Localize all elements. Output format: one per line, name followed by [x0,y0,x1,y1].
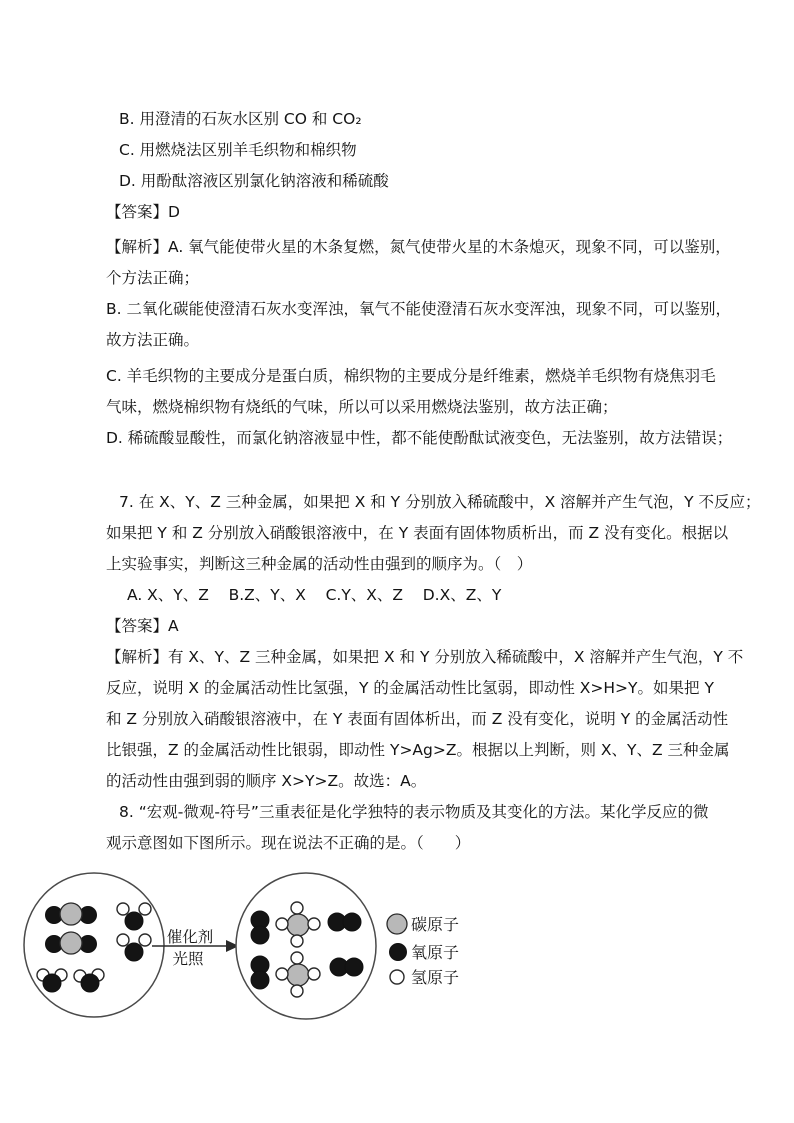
line-exp-6-7: D. 稀硫酸显酸性，而氯化钠溶液显中性，都不能使酚酞试液变色，无法鉴别，故方法错误； [106,429,733,447]
reaction-diagram-svg [14,871,574,1021]
carbon-atom-icon [387,914,407,934]
light-label: 光照 [172,950,204,968]
line-q7-2: 如果把 Y 和 Z 分别放入硝酸银溶液中，在 Y 表面有固体物质析出，而 Z 没有变化。根据以 [106,524,729,542]
legend-oxygen-atom [390,943,460,962]
line-q7-opts: A. X、Y、Z B.Z、Y、X C.Y、X、Z D.X、Z、Y [127,586,502,604]
legend-oxygen-label: 氧原子 [411,943,460,962]
legend-hydrogen-label: 氢原子 [411,968,460,987]
line-exp-6-2: 个方法正确； [106,269,200,287]
line-exp-7-1: 【解析】有 X、Y、Z 三种金属，如果把 X 和 Y 分别放入稀硫酸中，X 溶解并产生气泡，Y 不 [106,648,744,666]
line-exp-7-3: 和 Z 分别放入硝酸银溶液中，在 Y 表面有固体析出，而 Z 没有变化，说明 Y 的金属活动性 [106,710,729,728]
line-q7-3: 上实验事实，判断这三种金属的活动性由强到的顺序为。（ ） [106,555,533,573]
co2-molecule-1 [46,903,97,925]
legend-carbon-label: 碳原子 [411,915,460,934]
line-opt-d: D. 用酚酞溶液区别氯化钠溶液和稀硫酸 [119,172,389,190]
reaction-diagram [14,871,794,1025]
line-q8-1: 8. “宏观-微观-符号”三重表征是化学独特的表示物质及其变化的方法。某化学反应的微 [119,803,709,821]
line-exp-7-4: 比银强，Z 的金属活动性比银弱，即动性 Y>Ag>Z。根据以上判断，则 X、Y、Z 三种金属 [106,741,730,759]
line-exp-6-5: C. 羊毛织物的主要成分是蛋白质，棉织物的主要成分是纤维素，燃烧羊毛织物有烧焦羽毛 [106,367,716,385]
co2-molecule-2 [46,932,97,954]
atom-legend [387,914,459,987]
reactants-circle [24,873,164,1017]
hydrogen-atom-icon [390,970,404,984]
line-exp-7-2: 反应，说明 X 的金属活动性比氢强，Y 的金属活动性比氢弱，即动性 X>H>Y。如果把 Y [106,679,714,697]
line-opt-c: C. 用燃烧法区别羊毛织物和棉织物 [119,141,357,159]
line-q8-2: 观示意图如下图所示。现在说法不正确的是。（ ） [106,834,471,852]
line-ans-6: 【答案】D [106,203,180,221]
line-exp-6-6: 气味，燃烧棉织物有烧纸的气味，所以可以采用燃烧法鉴别，故方法正确； [106,398,618,416]
line-exp-7-5: 的活动性由强到弱的顺序 X>Y>Z。故选：A。 [106,772,427,790]
catalyst-label: 催化剂 [166,928,214,946]
line-exp-6-4: 故方法正确。 [106,331,200,349]
reaction-arrow [152,927,239,968]
line-opt-b: B. 用澄清的石灰水区别 CO 和 CO₂ [119,110,362,128]
line-exp-6-3: B. 二氧化碳能使澄清石灰水变浑浊，氧气不能使澄清石灰水变浑浊，现象不同，可以鉴别， [106,300,731,318]
legend-carbon-atom [387,914,459,934]
oxygen-atom-icon [390,944,407,961]
line-ans-7: 【答案】A [106,617,179,635]
line-q7-1: 7. 在 X、Y、Z 三种金属，如果把 X 和 Y 分别放入稀硫酸中，X 溶解并产生气泡，Y 不反应； [119,493,761,511]
products-circle [236,873,376,1019]
line-exp-6-1: 【解析】A. 氧气能使带火星的木条复燃，氮气使带火星的木条熄灭，现象不同，可以鉴别， [106,238,731,256]
legend-hydrogen-atom [390,968,459,987]
